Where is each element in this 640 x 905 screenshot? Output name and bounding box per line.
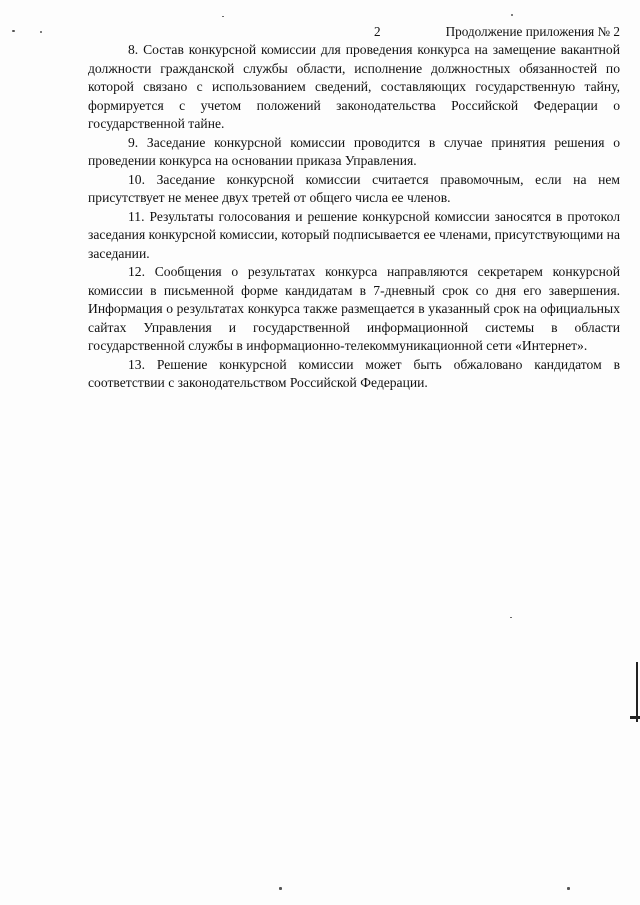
scan-speck [567,887,570,890]
scan-speck [279,887,282,890]
paragraph-10: 10. Заседание конкурсной комиссии считается правомочным, если на нем присутствует не менее двух третей от общего числа ее членов. [88,171,620,205]
scan-speck [12,30,15,32]
page-header [88,24,620,40]
scan-speck [510,617,512,618]
scan-speck [511,14,513,16]
scan-speck [222,16,224,17]
paragraph-12: 12. Сообщения о результатах конкурса направляются секретарем конкурсной комиссии в письменной форме кандидатам в 7-дневный срок со дня его завершения. Информация о результатах конкурса также размещается в указанный срок на официальных сайтах Управления и государственной информационной системы в области государственной службы в информационно-телекоммуникационной сети «Интернет». [88,264,620,353]
paragraph-8: 8. Состав конкурсной комиссии для проведения конкурса на замещение вакантной должности гражданской службы области, исполнение должностных обязанностей по которой связано с использованием сведений, составляющих государственную тайну, формируется с учетом положений законодательства Российской Федерации о государственной тайне. [88,42,620,131]
paragraph-9: 9. Заседание конкурсной комиссии проводится в случае принятия решения о проведении конкурса на основании приказа Управления. [88,134,620,168]
appendix-continuation-label: Продолжение приложения № 2 [445,24,620,39]
scan-edge-mark [630,716,640,719]
scan-speck [40,31,42,33]
page-number: 2 [374,24,381,39]
document-body [88,41,620,393]
paragraph-13: 13. Решение конкурсной комиссии может быть обжаловано кандидатом в соответствии с законодательством Российской Федерации. [88,356,620,390]
paragraph-11: 11. Результаты голосования и решение конкурсной комиссии заносятся в протокол заседания конкурсной комиссии, который подписывается ее членами, присутствующими на заседании. [88,208,620,261]
scan-edge-mark [636,662,638,722]
